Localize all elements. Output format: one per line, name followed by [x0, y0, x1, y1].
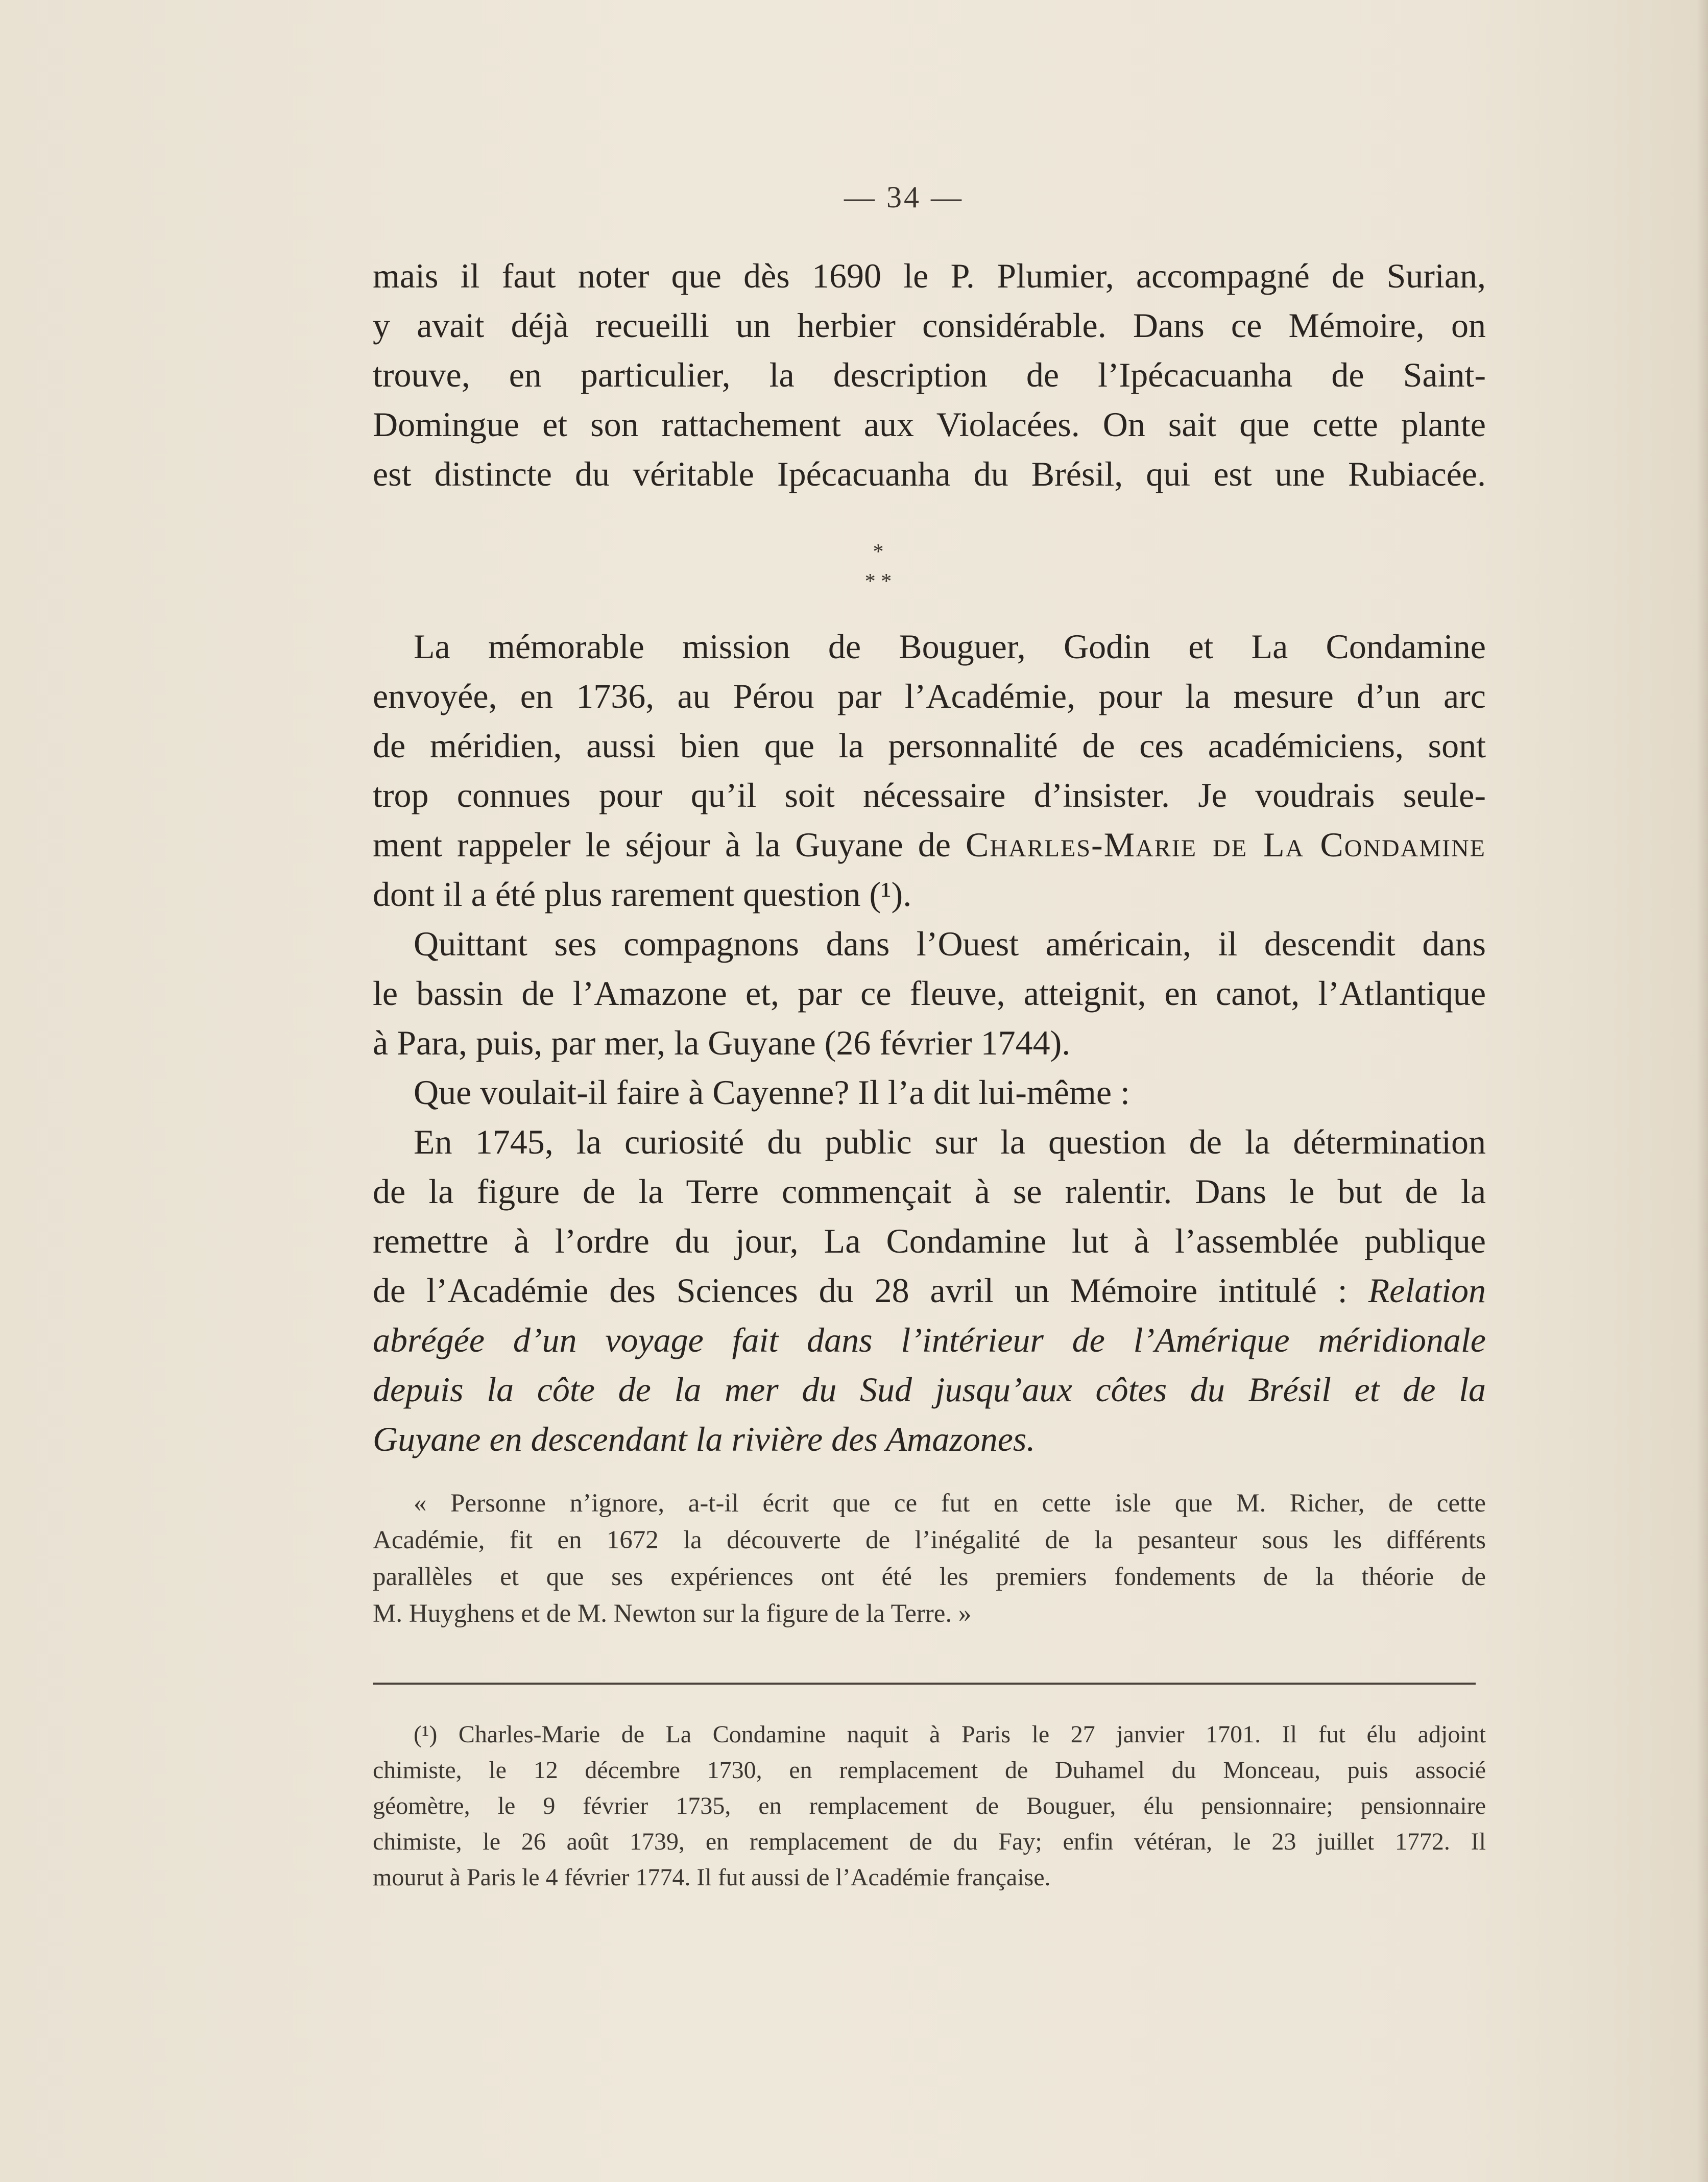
paragraph-5 — [373, 1117, 1486, 1464]
section-break-top: * — [873, 540, 884, 564]
footnote-line: mourut à Paris le 4 février 1774. Il fut aussi de l’Académie française. — [373, 1864, 1051, 1891]
text-line: mais il faut noter que dès 1690 le P. Plumier, accompagné de Surian, — [373, 256, 1486, 295]
footnote — [373, 1717, 1486, 1896]
text-line: remettre à l’ordre du jour, La Condamine lut à l’assemblée publique — [373, 1221, 1486, 1260]
text-line: La mémorable mission de Bouguer, Godin et La Condamine — [414, 627, 1486, 666]
quotation — [373, 1485, 1486, 1632]
text-line: En 1745, la curiosité du public sur la question de la détermination — [414, 1122, 1486, 1161]
text-line: envoyée, en 1736, au Pérou par l’Académie, pour la mesure d’un arc — [373, 677, 1486, 715]
paragraph-3 — [373, 919, 1486, 1068]
paragraph-1 — [373, 251, 1486, 499]
page-edge-shadow — [1697, 0, 1708, 2182]
quote-line: parallèles et que ses expériences ont été les premiers fondements de la théorie de — [373, 1563, 1486, 1591]
text-line: y avait déjà recueilli un herbier considérable. Dans ce Mémoire, on — [373, 306, 1486, 345]
footnote-divider — [373, 1683, 1476, 1685]
quote-line: Académie, fit en 1672 la découverte de l’inégalité de la pesanteur sous les différents — [373, 1526, 1486, 1554]
text-line: est distincte du véritable Ipécacuanha du Brésil, qui est une Rubiacée. — [373, 454, 1486, 493]
paragraph-4 — [373, 1068, 1486, 1117]
page-number: — 34 — — [844, 180, 964, 214]
footnote-line: géomètre, le 9 février 1735, en remplacement de Bouguer, élu pensionnaire; pensionnaire — [373, 1792, 1486, 1819]
line-text: ment rappeler le séjour à la Guyane de — [373, 825, 951, 864]
line-text: de l’Académie des Sciences du 28 avril un Mémoire intitulé : — [373, 1271, 1348, 1310]
text-line: de méridien, aussi bien que la personnalité de ces académiciens, sont — [373, 726, 1486, 765]
quote-line: « Personne n’ignore, a-t-il écrit que ce fut en cette isle que M. Richer, de cette — [414, 1489, 1486, 1518]
text-line: Domingue et son rattachement aux Violacées. On sait que cette plante — [373, 405, 1486, 444]
text-line: de la figure de la Terre commençait à se ralentir. Dans le but de la — [373, 1172, 1486, 1211]
memoir-title-line: Guyane en descendant la rivière des Amazones. — [373, 1420, 1036, 1458]
text-line: trouve, en particulier, la description de l’Ipécacuanha de Saint- — [373, 355, 1486, 394]
text-line: le bassin de l’Amazone et, par ce fleuve, atteignit, en canot, l’Atlantique — [373, 974, 1486, 1013]
text-line-with-title — [373, 1266, 1486, 1315]
quote-line: M. Huyghens et de M. Newton sur la figure de la Terre. » — [373, 1599, 972, 1628]
text-line: dont il a été plus rarement question (¹). — [373, 875, 912, 914]
footnote-line: chimiste, le 12 décembre 1730, en remplacement de Duhamel du Monceau, puis associé — [373, 1757, 1486, 1784]
text-line: trop connues pour qu’il soit nécessaire d’insister. Je voudrais seule- — [373, 776, 1486, 814]
section-break-bottom: * * — [864, 570, 892, 593]
footnote-line: (¹) Charles-Marie de La Condamine naquit à Paris le 27 janvier 1701. Il fut élu adjoint — [414, 1721, 1486, 1748]
person-name: Charles-Marie de La Condamine — [965, 825, 1486, 864]
footnote-line: chimiste, le 26 août 1739, en remplacement de du Fay; enfin vétéran, le 23 juillet 1772. Il — [373, 1828, 1486, 1855]
text-line: Quittant ses compagnons dans l’Ouest américain, il descendit dans — [414, 924, 1486, 963]
text-line: Que voulait-il faire à Cayenne? Il l’a dit lui-même : — [414, 1073, 1130, 1112]
paragraph-2 — [373, 622, 1486, 919]
memoir-title-line: depuis la côte de la mer du Sud jusqu’aux côtes du Brésil et de la — [373, 1370, 1486, 1409]
memoir-title-start: Relation — [1368, 1271, 1486, 1310]
memoir-title-line: abrégée d’un voyage fait dans l’intérieur de l’Amérique méridionale — [373, 1321, 1486, 1359]
text-line: à Para, puis, par mer, la Guyane (26 février 1744). — [373, 1023, 1071, 1062]
text-line-with-name — [373, 820, 1486, 870]
